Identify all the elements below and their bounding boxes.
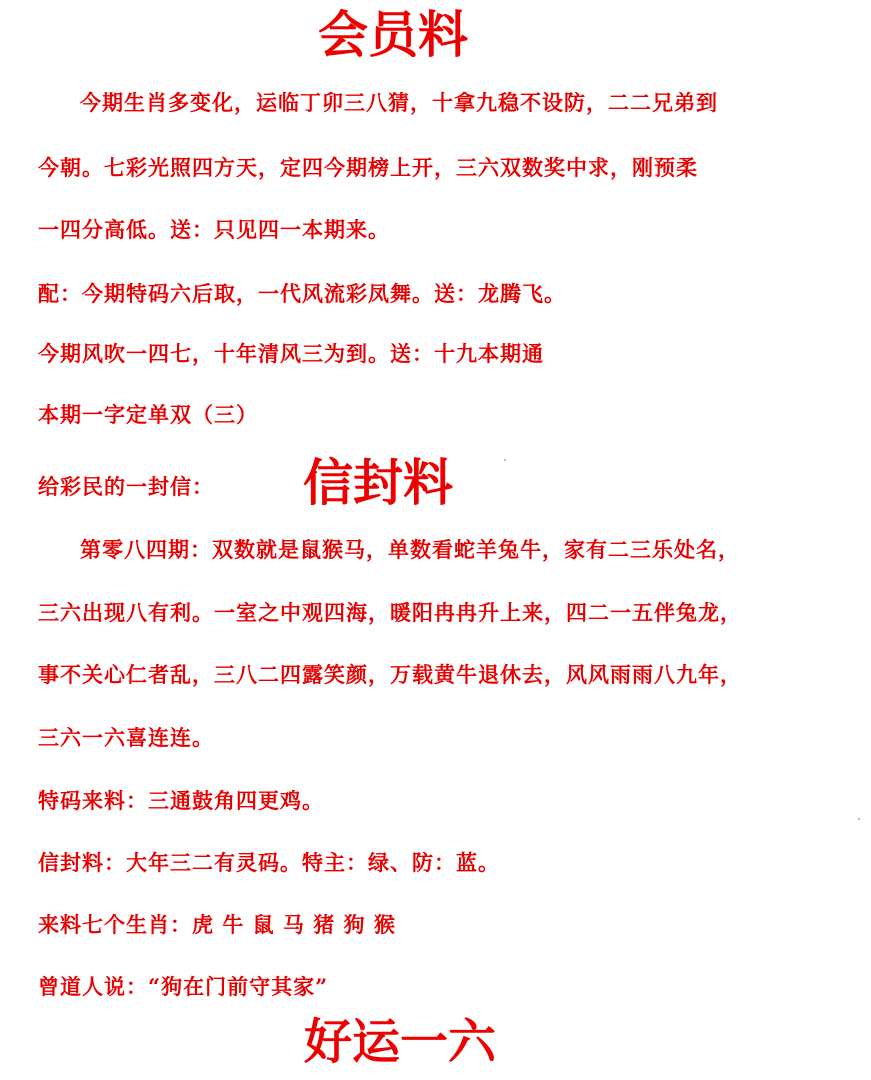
paragraph-line: 特码来料：三通鼓角四更鸡。 bbox=[38, 788, 324, 813]
paragraph-line: 给彩民的一封信： bbox=[38, 474, 214, 499]
paragraph-line: 曾道人说：“狗在门前守其家” bbox=[38, 974, 329, 999]
paragraph-line: 来料七个生肖：虎 牛 鼠 马 猪 狗 猴 bbox=[38, 912, 396, 937]
closing-title: 好运一六 bbox=[304, 1014, 497, 1070]
paragraph-line: 信封料：大年三二有灵码。特主：绿、防：蓝。 bbox=[38, 850, 500, 875]
section-title: 信封料 bbox=[303, 454, 453, 512]
page-title: 会员料 bbox=[318, 6, 468, 64]
paragraph-line: 三六出现八有利。一室之中观四海，暖阳冉冉升上来，四二一五伴兔龙， bbox=[38, 600, 742, 625]
paragraph-line: 第零八四期：双数就是鼠猴马，单数看蛇羊兔牛，家有二三乐处名， bbox=[80, 537, 740, 562]
speck bbox=[504, 459, 506, 461]
paragraph-line: 今朝。七彩光照四方天，定四今期榜上开，三六双数奖中求，刚预柔 bbox=[38, 155, 698, 180]
paragraph-line: 本期一字定单双（三） bbox=[38, 402, 258, 427]
paragraph-line: 一四分高低。送：只见四一本期来。 bbox=[38, 217, 390, 242]
paragraph-line: 今期生肖多变化，运临丁卯三八猜，十拿九稳不设防，二二兄弟到 bbox=[80, 90, 718, 115]
paragraph-line: 事不关心仁者乱，三八二四露笑颜，万载黄牛退休去，风风雨雨八九年， bbox=[38, 662, 742, 687]
paragraph-line: 今期风吹一四七，十年清风三为到。送：十九本期通 bbox=[38, 341, 544, 366]
paragraph-line: 配：今期特码六后取，一代风流彩凤舞。送：龙腾飞。 bbox=[38, 281, 566, 306]
speck bbox=[858, 818, 860, 820]
paragraph-line: 三六一六喜连连。 bbox=[38, 725, 214, 750]
